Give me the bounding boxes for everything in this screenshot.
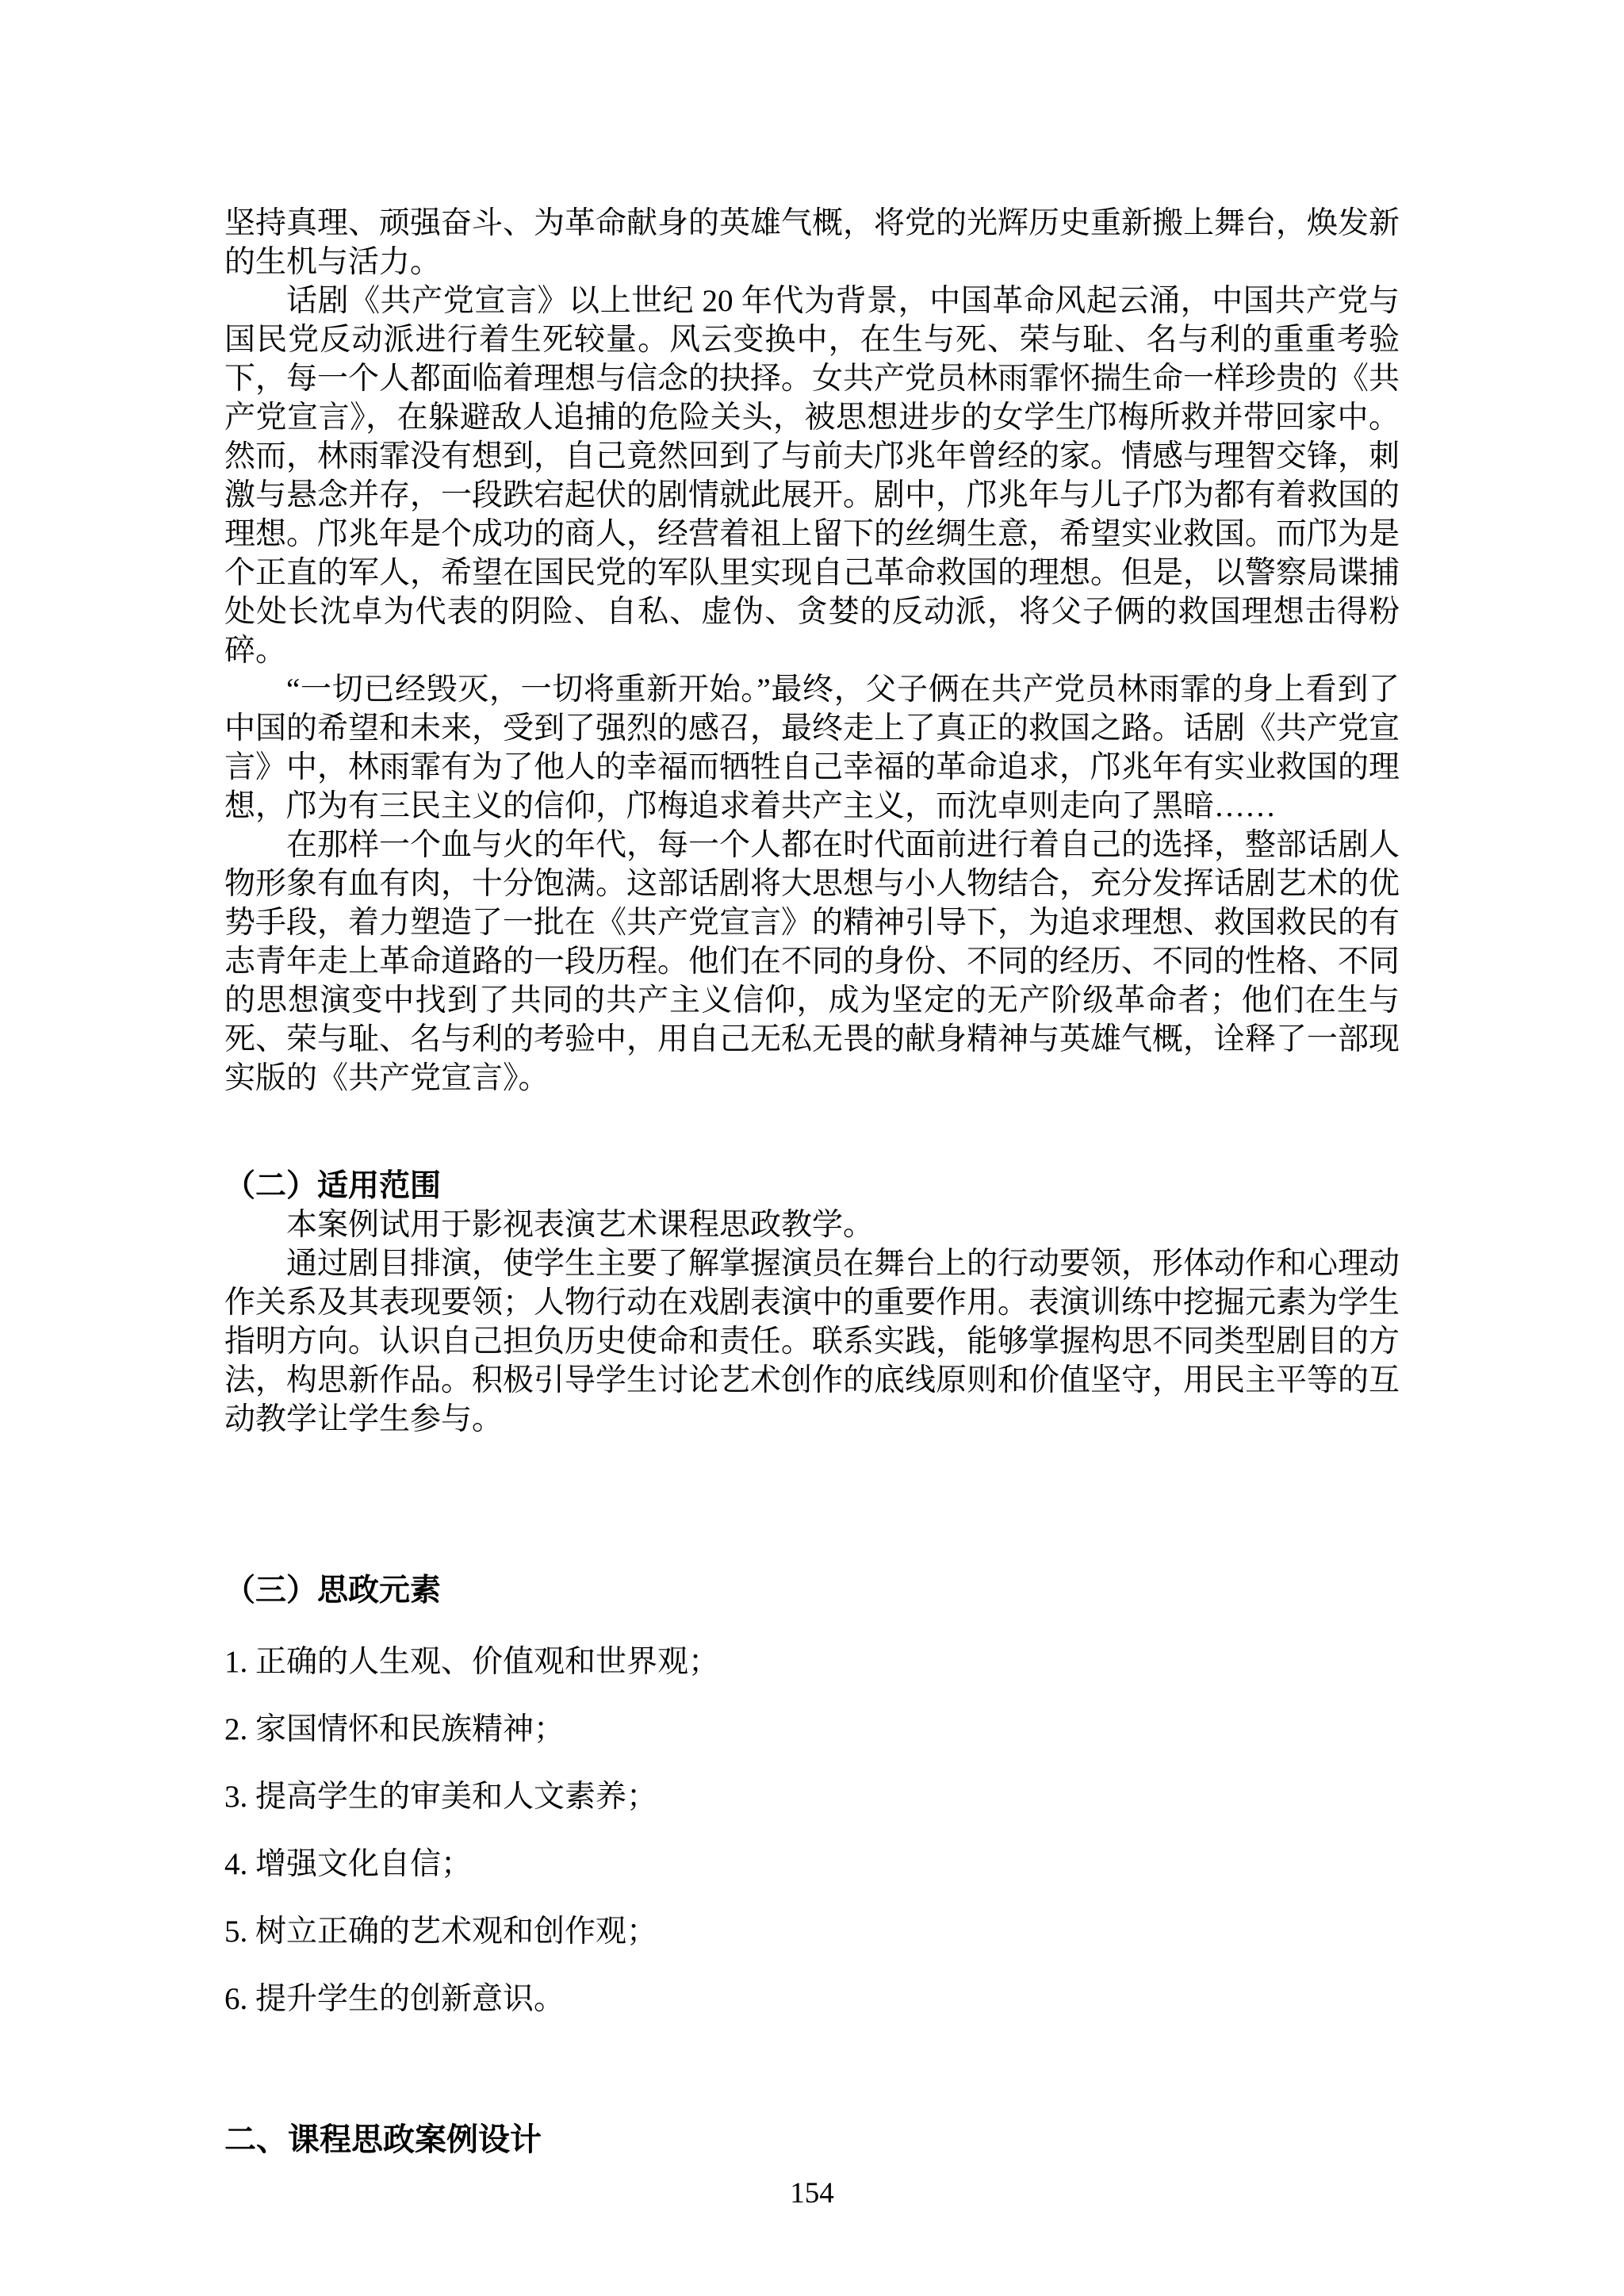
section-heading-scope: （二）适用范围 — [224, 1169, 442, 1203]
list-item: 3. 提高学生的审美和人文素养； — [224, 1780, 658, 1814]
paragraph-continuation: 坚持真理、顽强奋斗、为革命献身的英雄气概，将党的光辉历史重新搬上舞台，焕发新的生机与活力。 — [224, 206, 1400, 279]
paragraph-scope-usage: 本案例试用于影视表演艺术课程思政教学。 — [286, 1208, 875, 1242]
paragraph-play-theme: 在那样一个血与火的年代，每一个人都在时代面前进行着自己的选择，整部话剧人物形象有血有肉，十分饱满。这部话剧将大思想与小人物结合，充分发挥话剧艺术的优势手段，着力塑造了一批在《共产党宣言》的精神引导下，为追求理想、救国救民的有志青年走上革命道路的一段历程。他们在不同的身份、不同的经历、不同的性格、不同的思想演变中找到了共同的共产主义信仰，成为坚定的无产阶级革命者；他们在生与死、荣与耻、名与利的考验中，用自己无私无畏的献身精神与英雄气概，诠释了一部现实版的《共产党宣言》。 — [224, 828, 1400, 1095]
ideological-elements-list — [224, 1642, 1400, 2018]
page-number: 154 — [790, 2177, 834, 2210]
synopsis-block — [224, 204, 1400, 1098]
paragraph-play-ending: “一切已经毁灭，一切将重新开始。”最终，父子俩在共产党员林雨霏的身上看到了中国的希望和未来，受到了强烈的感召，最终走上了真正的救国之路。话剧《共产党宣言》中，林雨霏有为了他人的幸福而牺牲自己幸福的革命追求，邝兆年有实业救国的理想，邝为有三民主义的信仰，邝梅追求着共产主义，而沈卓则走向了黑暗…… — [224, 673, 1400, 823]
list-item: 5. 树立正确的艺术观和创作观； — [224, 1915, 658, 1949]
list-item: 2. 家国情怀和民族精神； — [224, 1712, 565, 1746]
section-heading-ideological-elements: （三）思政元素 — [224, 1573, 442, 1608]
list-item: 6. 提升学生的创新意识。 — [224, 1982, 565, 2016]
paragraph-play-background: 话剧《共产党宣言》以上世纪 20 年代为背景，中国革命风起云涌，中国共产党与国民党反动派进行着生死较量。风云变换中，在生与死、荣与耻、名与利的重重考验下，每一个人都面临着理想与信念的抉择。女共产党员林雨霏怀揣生命一样珍贵的《共产党宣言》，在躲避敌人追捕的危险关头，被思想进步的女学生邝梅所救并带回家中。然而，林雨霏没有想到，自己竟然回到了与前夫邝兆年曾经的家。情感与理智交锋，刺激与悬念并存，一段跌宕起伏的剧情就此展开。剧中，邝兆年与儿子邝为都有着救国的理想。邝兆年是个成功的商人，经营着祖上留下的丝绸生意，希望实业救国。而邝为是个正直的军人，希望在国民党的军队里实现自己革命救国的理想。但是，以警察局谍捕处处长沈卓为代表的阴险、自私、虚伪、贪婪的反动派，将父子俩的救国理想击得粉碎。 — [224, 284, 1400, 668]
list-item: 4. 增强文化自信； — [224, 1847, 473, 1881]
section-heading-case-design: 二、课程思政案例设计 — [224, 2122, 542, 2157]
paragraph-scope-goals: 通过剧目排演，使学生主要了解掌握演员在舞台上的行动要领，形体动作和心理动作关系及其表现要领；人物行动在戏剧表演中的重要作用。表演训练中挖掘元素为学生指明方向。认识自己担负历史使命和责任。联系实践，能够掌握构思不同类型剧目的方法，构思新作品。积极引导学生讨论艺术创作的底线原则和价值坚守，用民主平等的互动教学让学生参与。 — [224, 1247, 1400, 1436]
list-item: 1. 正确的人生观、价值观和世界观； — [224, 1645, 720, 1679]
scope-block — [224, 1205, 1400, 1439]
